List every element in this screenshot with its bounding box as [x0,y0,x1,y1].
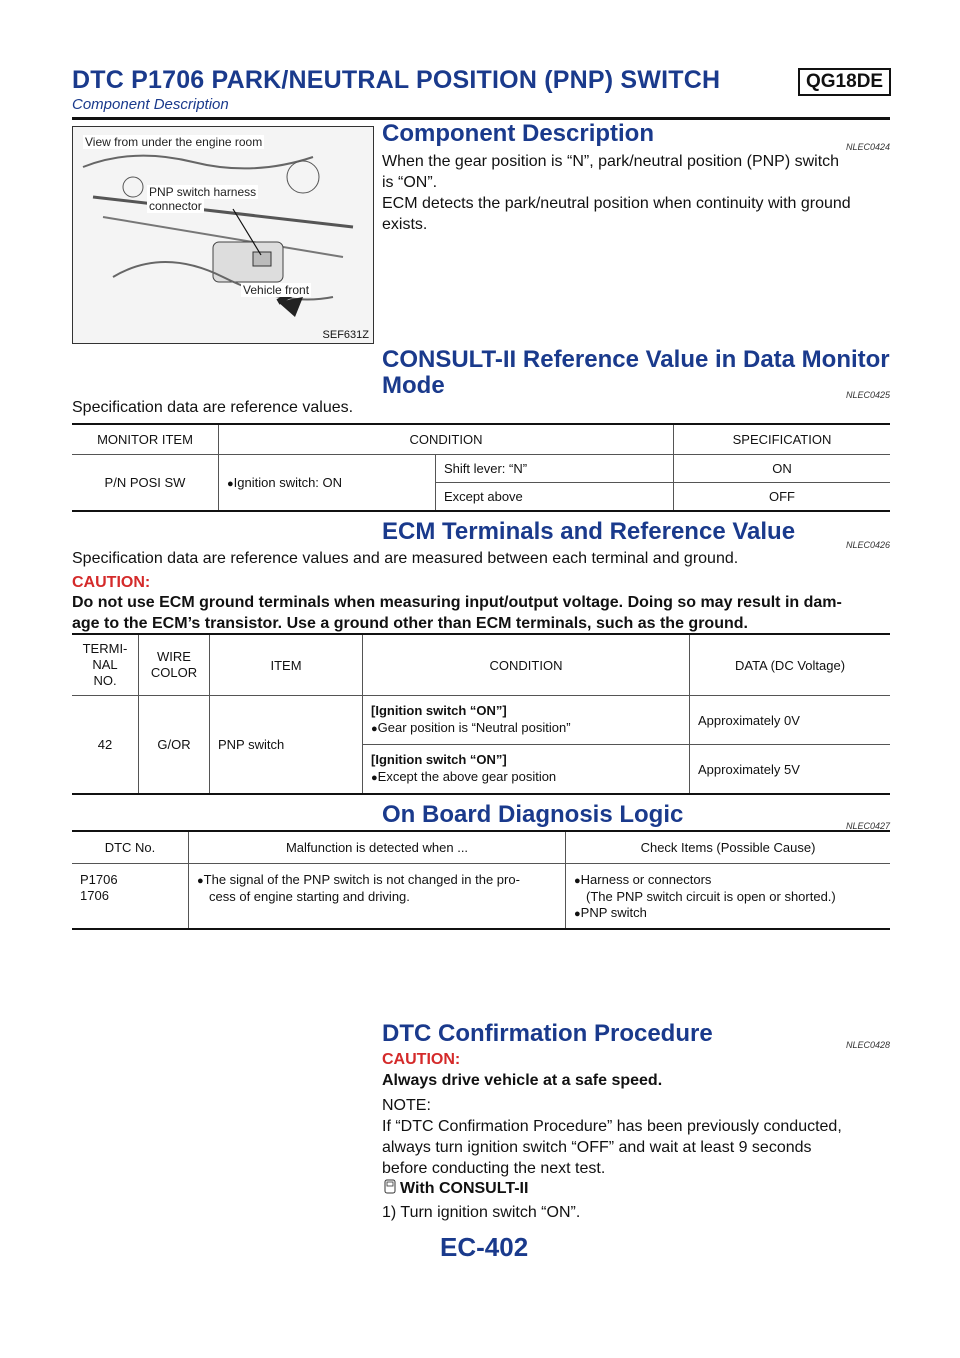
col-header-wire [139,634,210,696]
terminal-no: 42 [72,696,139,795]
malfunction-line: cess of engine starting and driving. [209,888,410,904]
col-header: Check Items (Possible Cause) [566,831,891,863]
component-line: ECM detects the park/neutral position when continuity with ground [382,195,851,212]
ecm-caution-line: Do not use ECM ground terminals when measuring input/output voltage. Doing so may result in dam- [72,594,842,611]
figure-label-view: View from under the engine room [85,135,263,149]
component-line: exists. [382,216,428,233]
consult-tool-icon [382,1179,398,1195]
confirm-caution-label: CAUTION: [382,1051,461,1068]
confirm-note [382,1116,902,1179]
ecm-note: Specification data are reference values and are measured between each terminal and ground. [72,550,739,567]
ecm-caution-text [72,592,902,634]
col-header: MONITOR ITEM [97,431,193,447]
malfunction-line: The signal of the PNP switch is not changed in the pro- [203,871,520,887]
obd-code: NLEC0427 [846,821,891,831]
header-text: NAL [92,657,118,672]
component-line: When the gear position is “N”, park/neutral position (PNP) switch [382,153,840,170]
page-number: EC-402 [440,1232,529,1262]
malfunction [189,863,566,929]
consult-code: NLEC0425 [846,390,891,400]
col-header-terminal [72,634,139,696]
header-text: NO. [93,673,117,688]
note-line: always turn ignition switch “OFF” and wait at least 9 seconds [382,1139,812,1156]
component-figure [72,126,374,344]
note-line: before conducting the next test. [382,1160,606,1177]
consult-heading-line: CONSULT-II Reference Value in Data Monitor [382,346,890,373]
confirm-caution-text: Always drive vehicle at a safe speed. [382,1072,663,1089]
component-text [382,151,902,235]
ecm-data: Approximately 5V [690,745,891,795]
header-text: COLOR [150,665,198,680]
ecm-caution-label: CAUTION: [72,574,151,591]
condition-head: [Ignition switch “ON”] [371,752,507,767]
condition-detail: Gear position is “Neutral position” [377,720,571,735]
consult-note: Specification data are reference values. [72,399,354,416]
obd-heading: On Board Diagnosis Logic [382,801,684,828]
check-line: (The PNP switch circuit is open or shorted.) [586,888,836,904]
header-text: TERMI- [82,641,128,656]
ecm-condition [363,696,690,745]
confirm-code: NLEC0428 [846,1040,891,1050]
check-line: Harness or connectors [580,871,712,887]
header-text: WIRE [157,649,191,664]
ecm-condition [363,745,690,795]
col-header: Malfunction is detected when ... [189,831,566,863]
confirm-step-1: 1) Turn ignition switch “ON”. [382,1204,581,1221]
col-header: CONDITION [219,424,674,454]
obd-table [72,830,890,930]
ecm-heading: ECM Terminals and Reference Value [382,518,796,545]
consult-heading-line: Mode [382,372,445,399]
with-consult [382,1178,528,1199]
page-title: DTC P1706 PARK/NEUTRAL POSITION (PNP) SWITCH [72,66,721,94]
col-header: CONDITION [363,634,690,696]
wire-color: G/OR [139,696,210,795]
ecm-data: Approximately 0V [690,696,891,745]
monitor-item: P/N POSI SW [72,454,219,511]
col-header: SPECIFICATION [674,424,891,454]
component-heading: Component Description [382,120,655,147]
with-consult-label: With CONSULT-II [400,1180,529,1197]
condition [219,454,436,511]
ecm-code: NLEC0426 [846,540,891,550]
confirm-heading: DTC Confirmation Procedure [382,1020,713,1047]
condition-text: Ignition switch: ON [233,474,343,490]
spec: ON [674,454,891,482]
check-line: PNP switch [580,904,647,920]
consult-table [72,423,890,512]
figure-label-connector: PNP switch harness [149,185,257,199]
sub-condition: Shift lever: “N” [436,454,674,482]
consult-heading [382,347,890,399]
figure-label-front: Vehicle front [243,283,310,297]
spec: OFF [674,482,891,511]
condition-detail: Except the above gear position [377,769,557,784]
component-line: is “ON”. [382,174,438,191]
col-header: DATA (DC Voltage) [690,634,891,696]
figure-code: SEF631Z [322,329,369,341]
col-header: DTC No. [104,839,156,855]
note-line: If “DTC Confirmation Procedure” has been previously conducted, [382,1118,842,1135]
component-code: NLEC0424 [846,142,891,152]
ecm-caution-line: age to the ECM’s transistor. Use a ground other than ECM terminals, such as the ground. [72,615,748,632]
ecm-item: PNP switch [210,696,363,795]
confirm-note-label: NOTE: [382,1097,431,1114]
page-subtitle: Component Description [72,96,229,113]
condition-head: [Ignition switch “ON”] [371,703,507,718]
dtc-line: 1706 [80,887,109,903]
col-header: ITEM [210,634,363,696]
figure-label-connector-2: connector [149,199,202,213]
dtc-no [72,863,189,929]
dtc-line: P1706 [80,871,118,887]
sub-condition: Except above [436,482,674,511]
engine-badge: QG18DE [798,68,891,96]
engine-room-illustration [73,127,373,343]
check-items [566,863,891,929]
ecm-table [72,633,890,795]
